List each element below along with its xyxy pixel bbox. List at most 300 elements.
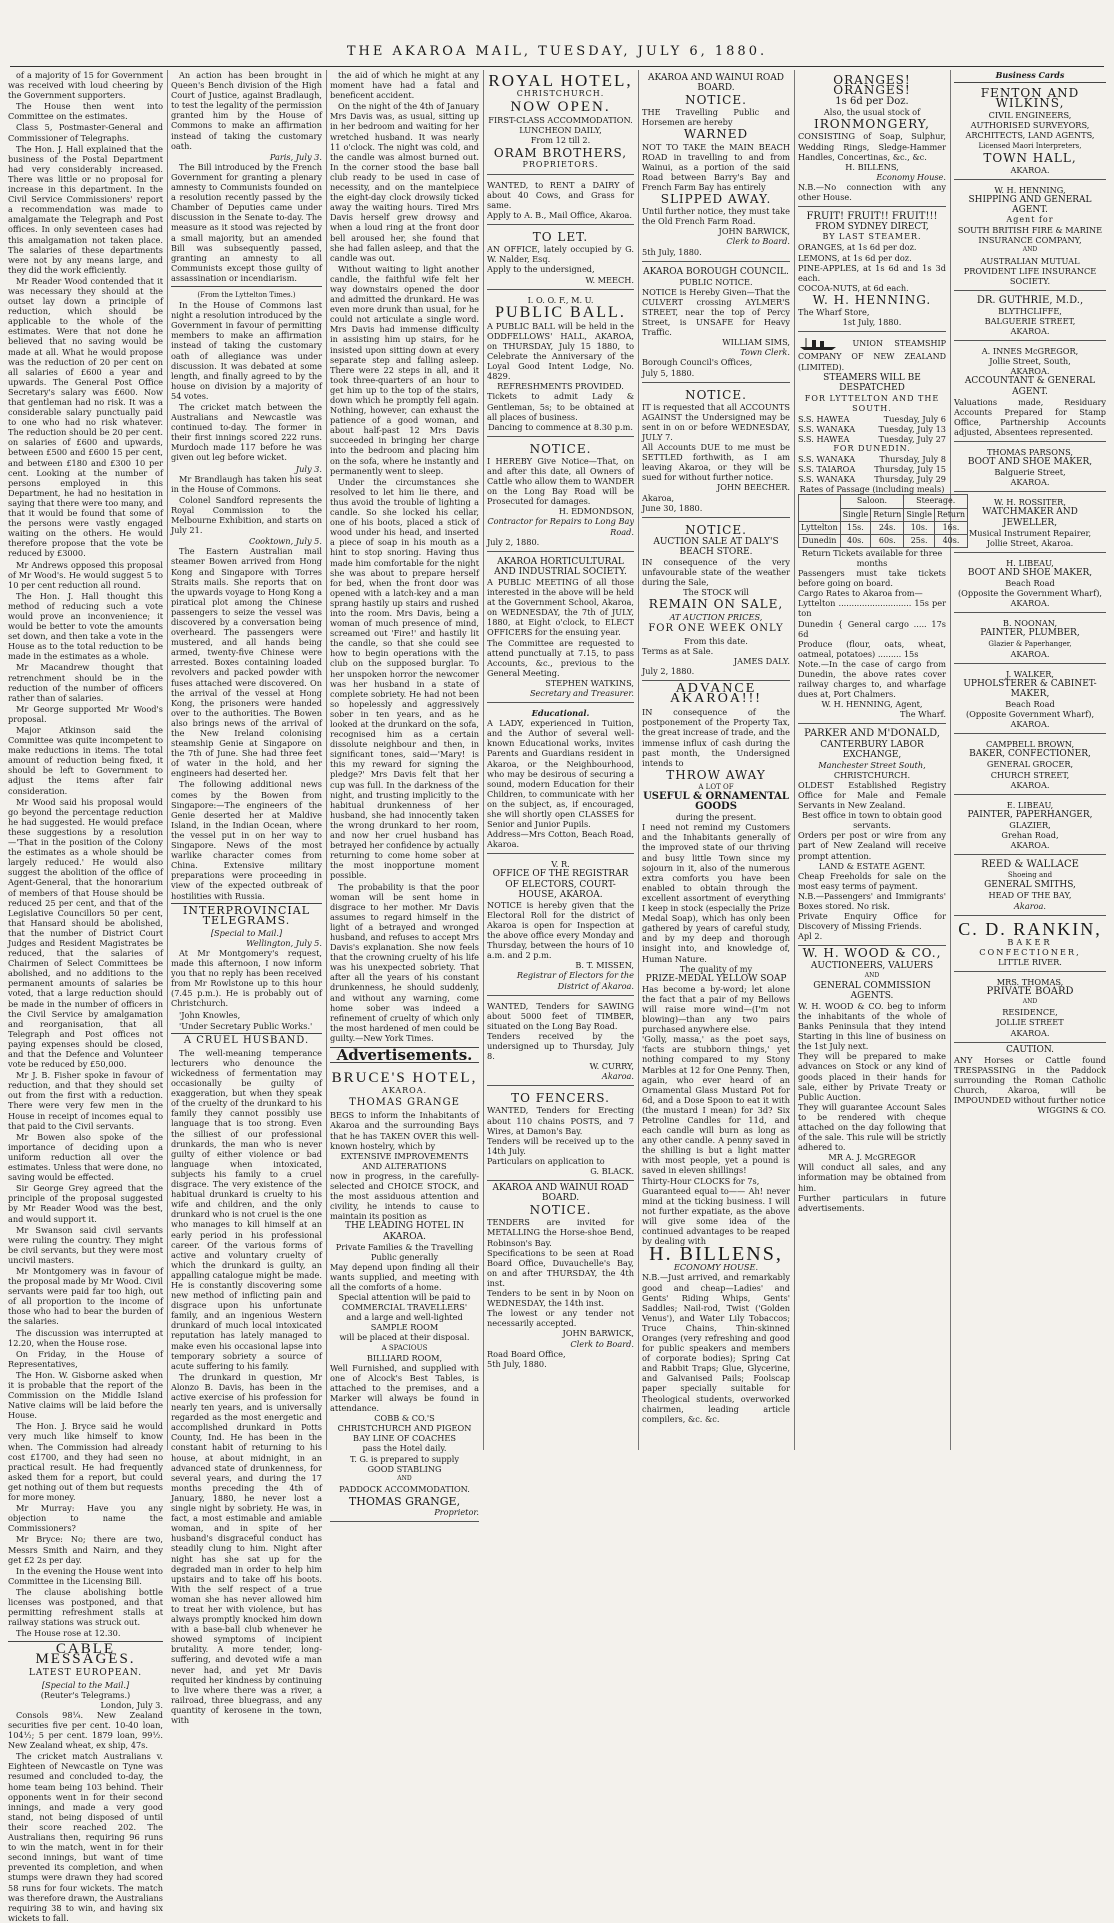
rates-row: [799, 534, 968, 547]
ad-oranges: [798, 70, 946, 207]
sailing-date: Tuesday, July 13: [878, 423, 946, 434]
rates-table: [798, 494, 968, 547]
registrar-sig: B. T. MISSEN,: [575, 960, 634, 971]
royal-title: ROYAL HOTEL,: [488, 71, 633, 90]
card-noonan: [954, 615, 1106, 663]
parker-orders: Orders per post or wire from any part of New Zealand will receive prompt attention.: [798, 830, 946, 861]
paragraph: The Bill introduced by the French Government for granting a plenary amnesty to Communists founded on a resolution recently passed by the Chamber of Deputies came under discussion in the Senate to-day. The measure as it stood was rejected by a small majority, but an amended Bill was subsequently passed, granting an amnesty to all Communists except those guilty of assassination or incendiarism.: [171, 161, 322, 283]
libeau-name: H. LIBEAU,: [1006, 557, 1054, 568]
wood-further: Further particulars in future advertisements.: [798, 1192, 946, 1213]
borough-office: Borough Council's Offices,: [642, 357, 753, 368]
cargo-heading: Cargo Rates to Akaroa from—: [798, 588, 923, 599]
lady-addr: Address—Mrs Cotton, Beach Road, Akaroa.: [487, 829, 634, 850]
rates-single: Single: [904, 508, 935, 521]
henning-and: AND: [1022, 246, 1038, 254]
sailing-ship: S.S. WANAKA: [798, 454, 856, 465]
paragraph: On the night of the 4th of January Mrs Davis was, as usual, sitting up in her bedroom and waiting for her wretched husband. It was nearly 11 o'clock. The night was cold, and the candle was almost burned out. In the corner stood the base ball club ready to be used in case of necessity, and on the mantelpiece the eight-day clock drowsily ticked away the waiting hours. Tired Mrs Davis herself grew drowsy and when a loud ring at the front door bell aroused her, she found that she had fallen asleep, and that the candle was out.: [330, 101, 479, 263]
caution-sig: WIGGINS & CO.: [1037, 1105, 1106, 1116]
column-5: [642, 70, 790, 1450]
card-thomas: [954, 974, 1106, 1043]
parker-land: LAND & ESTATE AGENT.: [818, 860, 926, 871]
cargo-line: Produce (flour, oats, wheat, oatmeal, potatoes) ......... 15s: [798, 638, 946, 659]
advance-present: during the present.: [675, 812, 757, 823]
henning-agent-for: Agent for: [1006, 215, 1054, 225]
paragraph: The Eastern Australian mail steamer Bowen arrived from Hong Kong and Singapore with Torres Straits mails. She reports that on the upwards voyage to Hong Kong a piratical plot among the Chinese passengers to seize the vessel was discovered by a conversation being overheard. The passengers were mustered, and all hands being armed, twenty-five Chinese were arrested. Boxes containing loaded revolvers and packed powder with fuses attached were discovered. On the arrival of the vessel at Hong Kong, the prisoners were handed over to the authorities. The Bowen also brings news of the arrival of the New Ireland colonising steamship Genie at Singapore on the 7th of June. She had three feet of water in the hold, and her engineers had deserted her.: [171, 546, 322, 779]
parker-enquiry: Private Enquiry Office for Discovery of Missing Friends.: [798, 911, 946, 932]
paragraph: Mr Swanson said civil servants were ruling the country. They might be civil servants, but they were most uncivil masters.: [8, 1224, 163, 1265]
ad-public-ball: [487, 292, 634, 437]
rates-single: Single: [840, 508, 871, 521]
paragraph: At Mr Montgomery's request, made this afternoon, I now inform you that no reply has been received from Mr Rowlstone up to this hour (7.45 p.m.). He is probably out of Christchurch.: [171, 947, 322, 1009]
reed-head: HEAD OF THE BAY,: [988, 890, 1072, 901]
c5-sig: JOHN BARWICK,: [718, 226, 790, 237]
bruces-and: AND: [397, 1474, 412, 1482]
ad-union-steamship: [798, 334, 966, 724]
advance-throw: THROW AWAY: [666, 767, 766, 782]
card-fenton: [954, 83, 1106, 180]
ad-wanted-dairy: [487, 177, 634, 225]
paragraph: The Hon. J. Hall explained that the business of the Postal Department had very considerably increased. There was little or no proposal for increase in this department. In the Civil Service Commissioners' report a recommendation was made to amalgamate the Telegraph and Post offices. In only seventeen cases had this amalgamation not taken place. The salaries of these departments were not by any means large, and they did the work efficiently.: [8, 143, 163, 275]
accounts-sig: JOHN BEECHER.: [716, 482, 790, 493]
parker-freeholds: Cheap Freeholds for sale on the most easy terms of payment.: [798, 870, 946, 891]
c5-warned: WARNED: [683, 127, 749, 142]
c5-travel: THE Travelling Public and Horsemen are hereby: [642, 107, 790, 128]
paragraph: Mr Reader Wood contended that it was necessary they should at the outset lay down a principle of reduction, which should be applicable to the whole of the estimates. Were that not done he believed that no saving would be made at all. What he would propose was the reduction of 20 per cent on all salaries of £600 a year and upwards. The General Post Office Secretary's salary was £600. Now that gentleman had no risk. It was a considerable salary punctually paid to one who had no risk whatever. The reduction should be 20 per cent. on salaries of £600 and upwards, between £500 and £600 15 per cent, and between £180 and £300 10 per cent. Looking at the number of persons employed in this Department, he had no hesitation in saying that there were too many, and that it would be found that some of the persons were vastly engaged waiting on the others. He would therefore propose that the vote be reduced by £3000.: [8, 275, 163, 559]
rossiter-musical: Musical Instrument Repairer,: [968, 527, 1092, 538]
ad-notice-cattle: [487, 439, 634, 552]
guthrie-balguerie: BALGUERIE STREET,: [984, 315, 1076, 326]
wainui-role: Clerk to Board.: [570, 1338, 634, 1349]
paragraph: Mr Brandlaugh has taken his seat in the House of Commons.: [171, 473, 322, 494]
ad-labor-exchange: [798, 726, 946, 946]
sailing-date: Thursday, July 15: [874, 464, 946, 475]
union-heading: [798, 337, 946, 373]
column-rule: [950, 70, 951, 1450]
advance-heading: ADVANCE AKAROA!!!: [670, 681, 762, 707]
advance-useful: USEFUL & ORNAMENTAL GOODS: [643, 791, 789, 813]
paragraph: 'Under Secretary Public Works.': [179, 1020, 313, 1031]
e-libeau-name: E. LIBEAU,: [1006, 799, 1054, 810]
advance-billens: H. BILLENS,: [649, 1243, 783, 1266]
guthrie-akaroa: AKAROA.: [1010, 326, 1050, 337]
dateline-july3: July 3.: [295, 463, 322, 474]
paragraph: Mr Bryce: No; there are two, Messrs Smith and Nairn, and they get £2 2s per day.: [8, 1534, 163, 1565]
paragraph: The probability is that the poor woman will be sent home in disgrace to her mother. Mr Davis assumes to regard himself in the light of a betrayed and wronged husband, and refuses to accept Mrs Davis's explanation. She now feels that the crowning cruelty of his life was his unexpected sobriety. That after all the years of his constant drunkenness, he should suddenly, and without any warning, come home sober was indeed a refinement of cruelty of which only the most hardened of men could be guilty.—New York Times.: [330, 881, 479, 1043]
parker-best: Best office in town to obtain good servants.: [802, 810, 942, 831]
henning-shipping: SHIPPING AND GENERAL AGENT.: [968, 194, 1092, 216]
paragraph: The Hon. J. Bryce said he would very much like himself to know when. The Commission had already cost £1700, and they had seen no practical result. He had frequently asked them for a report, but could get nothing out of them but requests for more money.: [8, 1421, 163, 1503]
cruel-husband-continued: [330, 70, 479, 1043]
paragraph: Without waiting to light another candle, the faithful wife felt her way downstairs opened the door and admitted the drunkard. He was even more drunk than usual, for he could not articulate a single word. Mrs Davis had immense difficulty in assisting him up stairs, for he insisted upon sitting down at every separate step and falling asleep. There were 22 steps in all, and it took three-quarters of an hour to get him up to the top of the stairs, down which he promptly fell again. Nothing, however, can exhaust the patience of a good woman, and about half-past 12 Mrs Davis succeeded in bringing her charge into the bedroom and placing him on the sofa, where he instantly and permanently went to sleep.: [330, 263, 479, 476]
parsons-akaroa: AKAROA.: [1010, 477, 1050, 488]
sailing-row: [798, 424, 946, 434]
union-for-lyttelton: FOR LYTTELTON AND THE SOUTH.: [804, 393, 940, 413]
ad-advance-akaroa: [642, 681, 790, 1424]
noonan-painter: PAINTER, PLUMBER,: [980, 628, 1080, 639]
ad-auction: [642, 520, 790, 681]
column-7: [954, 70, 1106, 1450]
bruces-sig-role: Proprietor.: [434, 1507, 479, 1518]
wood-gca: GENERAL COMMISSION AGENTS.: [813, 980, 931, 1001]
cruel-husband-heading: A CRUEL HUSBAND.: [171, 1033, 322, 1046]
c5-slipped2: Until further notice, they must take the Old French Farm Road.: [642, 206, 790, 227]
column-rule: [638, 70, 639, 1450]
rates-cell: 16s.: [934, 521, 967, 534]
card-campbell: [954, 736, 1106, 794]
sawing-sig: W. CURRY,: [589, 1061, 634, 1072]
parker-city: CHRISTCHURCH.: [833, 769, 911, 780]
notice1-body: I HEREBY Give Notice—That, on and after this date, all Owners of Cattle who allow them to WANDER on the Long Bay Road will be Prosecuted for damages.: [487, 455, 634, 507]
cargo-line: Dunedin { General cargo ..... 17s 6d: [798, 618, 946, 639]
bruces-paddock: PADDOCK ACCOMMODATION.: [339, 1483, 470, 1494]
rankin-baker: BAKER: [1007, 936, 1053, 947]
parker-oldest: OLDEST Established Registry Office for Male and Female Servants in New Zealand.: [798, 779, 946, 811]
campbell-baker: BAKER, CONFECTIONER,: [969, 749, 1091, 760]
dairy-body: WANTED, to RENT a DAIRY of about 40 Cows, and Grass for same.: [487, 179, 634, 210]
rates-corner: [799, 495, 841, 521]
wood-body2: They will be prepared to make advances on Stock or any kind of goods placed in their hands for sale, either by Private Treaty or Public Auction.: [798, 1051, 946, 1102]
union-agent-place: The Wharf.: [899, 709, 946, 720]
paragraph: Mr Wood said his proposal would go beyond the percentage reduction he had suggested. He would preface these suggestions by a resolution—'That in the position of the Colony the estimates as a whole should be largely reduced.' He would also suggest the abolition of the office of Agent-General, that the honorarium of members of that House should be reduced 25 per cent, and that of the Legislative Councillors 50 per cent, that Hansard should be abolished, that the number of District Court Judges and Resident Magistrates be reduced, that the salaries of Chairmen of Select Committees be abolished, and no additions to the permanent amounts of salaries be voted, that a large reduction should be made in the number of officers in the Civil Service by amalgamation and reorganisation, that all Telegraph and Post offices not paying expenses should be closed, and that the Defence and Volunteer vote be reduced by £50,000.: [8, 796, 163, 1070]
royal-lunch: LUNCHEON DAILY,: [519, 125, 602, 136]
thomas-private: PRIVATE BOARD: [986, 986, 1074, 998]
wood-body3: They will guarantee Account Sales to be rendered with cheque attached on the day following that of the sale. This rule will be strictly adhered to.: [798, 1101, 946, 1153]
auction-heading: AUCTION SALE AT DALY'S BEACH STORE.: [653, 536, 779, 557]
rates-cell: 15s.: [840, 521, 871, 534]
hort-body2: The Committee are requested to attend punctually at 7.15, to pass Accounts, &c., previous to the General Meeting.: [487, 637, 634, 678]
rates-cell: Lyttelton: [799, 521, 841, 534]
wood-body: W. H. WOOD & CO. beg to inform the inhabitants of the whole of Banks Peninsula that they intend Starting in this line of business on the 1st July next.: [798, 1000, 946, 1052]
caution-heading: CAUTION.: [1005, 1044, 1055, 1055]
rankin-name: C. D. RANKIN,: [958, 918, 1102, 939]
sailing-ship: S.S. TAIAROA: [798, 464, 856, 475]
column-6: [798, 70, 966, 1450]
auction-week: FOR ONE WEEK ONLY: [648, 622, 784, 634]
paragraph: The House rose at 12.30.: [16, 1628, 121, 1639]
auction-prices: AT AUCTION PRICES,: [669, 611, 763, 622]
ad-horticultural: [487, 554, 634, 703]
reed-akaroa: Akaroa.: [1013, 900, 1047, 911]
rates-body: [799, 521, 968, 547]
ad-bruces-hotel: [330, 1067, 479, 1522]
paragraph: Mr Bowen also spoke of the importance of deciding upon a uniform reduction all over the estimates. Unless that were done, no saving would be effected.: [8, 1131, 163, 1183]
ball-refresh: REFRESHMENTS PROVIDED.: [497, 381, 624, 392]
royal-oram: ORAM BROTHERS,: [493, 145, 628, 160]
card-guthrie: [954, 293, 1106, 341]
oranges-heading: ORANGES! ORANGES!: [833, 73, 911, 98]
hort-body: A PUBLIC MEETING of all those interested in the above will be held at the Government School, Akaroa, on WEDNESDAY, the 7th of JULY, 1880, at Eight o'clock, to ELECT OFFICERS for the ensuing year.: [487, 576, 634, 638]
thomas-and: AND: [1022, 998, 1038, 1006]
cargo-note: Note.—In the case of cargo from Dunedin, the above rates cover railway charges to, and wharfage dues at, Port Chalmers.: [798, 658, 946, 700]
rates-cell: 40s.: [934, 534, 967, 547]
accounts-date: June 30, 1880.: [642, 502, 703, 513]
bruces-cobb: COBB & CO.'S: [374, 1413, 435, 1424]
libeau-akaroa: AKAROA.: [1010, 598, 1050, 609]
paragraph: the aid of which he might at any moment have had a fatal and beneficent accident.: [330, 70, 479, 101]
sailing-ship: S.S. HAWEA: [798, 433, 850, 444]
advance-lot: A LOT OF: [698, 782, 734, 791]
card-innes: [954, 343, 1106, 442]
rates-heading: Rates of Passage (including meals): [799, 484, 945, 495]
paragraph: Mr Andrews opposed this proposal of Mr Wood's. He would suggest 5 to 10 per cent reduction all round.: [8, 559, 163, 590]
campbell-name: CAMPBELL BROWN,: [985, 739, 1075, 750]
henning-amp: AUSTRALIAN MUTUAL PROVIDENT LIFE INSURANCE SOCIETY.: [963, 255, 1097, 286]
rates-cell: Dunedin: [799, 534, 841, 547]
fruit-3: PINE-APPLES, at 1s 6d and 1s 3d each.: [798, 262, 946, 283]
borough-date: July 5, 1880.: [642, 367, 695, 378]
ball-body: A PUBLIC BALL will be held in the ODDFELLOWS' HALL, AKAROA, on THURSDAY, July 15 1880, to Celebrate the Anniversary of the Loyal Good Intent Lodge, No. 4829.: [487, 320, 634, 382]
ad-borough: [642, 264, 790, 383]
paragraph: Sir George Grey agreed that the principle of the proposal suggested by Mr Reader Wood was the best, and would support it.: [8, 1183, 163, 1224]
advance-quality: The quality of my: [679, 963, 753, 974]
bruces-pass: pass the Hotel daily.: [362, 1443, 447, 1454]
walker-akaroa: AKAROA.: [1010, 719, 1050, 730]
sawing-body2: Tenders received by the undersigned up to Thursday, July 8.: [487, 1030, 634, 1062]
paragraph: The drunkard in question, Mr Alonzo B. Davis, has been in the active exercise of his profession for nearly ten years, and is universally regarded as the most energetic and accomplished drunkard in Potts County, Ind. He has been in the constant habit of returning to his house, at about midnight, in an advanced state of drunkenness, for several years, and during the 17 months preceding the 4th of January, 1880, he never lost a single night by sobriety. He was, in fact, a most estimable and amiable woman, and in spite of her husband's disgraceful conduct has steadily clung to him. Night after night has she sat up for the degraded man in order to help him upstairs and to take off his boots. With the self respect of a true woman she has never allowed him to treat her with violence, but has always promptly knocked him down with a base-ball club whenever he showed symptoms of incipient brutality. A more tender, long-suffering, and devoted wife a man never had, and yet Mr Davis requited her kindness by continuing to live where there was a river, a railroad, three bluegrass, and any quantity of kerosene in the town, with: [171, 1371, 322, 1725]
column-rule: [483, 70, 484, 1450]
noonan-name: B. NOONAN,: [1002, 618, 1058, 629]
sawing-body: WANTED, Tenders for SAWING about 5000 feet of TIMBER, situated on the Long Bay Road.: [487, 1000, 634, 1031]
rates-cell: 40s.: [840, 534, 871, 547]
c5-slipped: SLIPPED AWAY.: [660, 192, 772, 207]
rates-row: [799, 521, 968, 534]
ad-registrar: [487, 856, 634, 995]
innes-name: A. INNES McGREGOR,: [981, 346, 1079, 357]
thomas-akaroa: AKAROA.: [1010, 1027, 1050, 1038]
bruces-owner: THOMAS GRANGE: [349, 1097, 460, 1109]
passengers: Passengers must take tickets before going on board.: [798, 568, 946, 589]
iron-sig: H. BILLENS,: [845, 161, 899, 172]
news-bradlaugh-seat: [171, 474, 322, 536]
auction-terms: Terms as at Sale.: [642, 645, 714, 656]
fenton-licensed: Licensed Maori Interpreters,: [978, 141, 1082, 150]
paragraph: of a majority of 15 for Government was received with loud cheering by the Government supporters.: [8, 70, 163, 101]
fencers-heading: TO FENCERS.: [511, 1091, 610, 1106]
auction-from: From this date.: [684, 635, 748, 646]
bruces-body2: now in progress, in the carefully-selected and CHOICE STOCK, and the most assiduous attention and civility, he intends to cause to maintain its position as: [330, 1170, 479, 1222]
fenton-architects: ARCHITECTS, LAND AGENTS,: [965, 130, 1095, 141]
paragraph: In the House of Commons last night a resolution introduced by the Government in favour of permitting members to make an affirmation instead of taking the customary oath of allegiance was under discussion. It was debated at some length, and finally agreed to by the house on division by a majority of 54 votes.: [171, 300, 322, 401]
sailing-date: Thursday, July 8: [879, 454, 946, 465]
paragraph: Mr George supported Mr Wood's proposal.: [8, 703, 163, 724]
paragraph: 'John Knowles,: [179, 1009, 241, 1020]
wood-mcgregor: MR A. J. McGREGOR: [828, 1152, 916, 1163]
sailing-date: Tuesday, July 6: [883, 413, 946, 424]
card-parsons: [954, 444, 1106, 492]
lady-body: A LADY, experienced in Tuition, and the Author of several well-known Educational works, invites Parents and Guardians resident in Akaroa, or the Neighbourhood, who may be desirous of securing a sound, modern Education for their Children, to communicate with her on the subject, as, if encouraged, she will shortly open CLASSES for Senior and Junior Pupils.: [487, 718, 634, 830]
hort-sig: STEPHEN WATKINS,: [545, 677, 634, 688]
fruit-sydney: FROM SYDNEY DIRECT,: [815, 222, 929, 233]
sailing-row: [798, 434, 946, 444]
rates-steerage: Steerage.: [904, 495, 968, 508]
sailing-row: [798, 474, 946, 484]
paragraph: Under the circumstances she resolved to let him lie there, and thus avoid the trouble of lighting a candle. So she locked his cellar, one of his boots, placed a stick of wood under his head, and inserted a piece of soap in his mouth as a hint to stop snoring. Having thus made him comfortable for the night she was about to prepare herself for bed, when the front door was opened with a latch-key and a man sprang hastily up stairs and rushed into the room. Mrs Davis, being a woman of much presence of mind, screamed out 'Fire!' and hastily lit the candle, so that she could see how to begin operations with the club on the supposed burglar. To her unspoken horror the newcomer was her husband in a state of complete sobriety. He had not been so hopelessly and aggressively sober in ten years, and as he looked at the drunkard on the sofa, recognised him as a certain dissolute neighbour and then, in significant tones, said—'Mary! is this my reward for signing the pledge?' Mrs Davis felt that her cup was full. In the darkness of the night, and trusting implicitly to the habitual drunkenness of her husband, she had innocently taken the wrong drunkard to her room, and now her cruel husband has betrayed her confidence by actually returning to come home sober at the most inopportune moment possible.: [330, 476, 480, 881]
caution-body: ANY Horses or Cattle found TRESPASSING in the Paddock surrounding the Roman Catholic Church, Akaroa, will be IMPOUNDED without further notice: [954, 1054, 1106, 1106]
royal-prop: PROPRIETORS.: [522, 159, 599, 169]
paragraph: An action has been brought in Queen's Bench division of the High Court of Justice, against Bradlaugh, to test the legality of the permission granted him by the House of Commons to make an affirmation instead of taking the customary oath.: [171, 70, 322, 151]
fruit-steamer: BY LAST STEAMER.: [822, 232, 922, 242]
card-e-libeau: [954, 797, 1106, 855]
paragraph: Mr Macandrew thought that retrenchment should be in the reduction of the number of officers rather than of salaries.: [8, 662, 163, 703]
hort-heading: AKAROA HORTICULTURAL AND INDUSTRIAL SOCIETY.: [494, 556, 627, 577]
thomas-residence: RESIDENCE,: [1002, 1007, 1058, 1018]
advance-body2: I need not remind my Customers and the Inhabitants generally of the improved state of our thriving and busy little Town since my sojourn in it, also of the numerous extra comforts you have been enabled to obtain through the excellent assortment of everything I keep in stock (especially the Prize Medal Soap), which has only been gathered by years of careful study, and by my deep and thorough insight into, and knowledge of, Human Nature.: [642, 822, 790, 964]
paragraph: The clause abolishing bottle licenses was postponed, and that permitting refreshment stalls at railway stations was struck out.: [8, 1586, 163, 1628]
ad-to-let: [487, 227, 634, 289]
rates-cell: 25s.: [904, 534, 935, 547]
cargo-line: Lyttelton ............................ 15s per ton: [798, 598, 946, 619]
c5-wainui-heading: AKAROA AND WAINUI ROAD BOARD.: [648, 73, 784, 94]
royal-open: NOW OPEN.: [510, 99, 611, 116]
advance-soap: PRIZE-MEDAL YELLOW SOAP: [645, 973, 787, 984]
rates-cell: 10s.: [904, 521, 935, 534]
campbell-akaroa: AKAROA.: [1010, 779, 1050, 790]
educational-heading: Educational.: [531, 708, 590, 719]
wainui-body3: Tenders to be sent in by Noon on WEDNESDAY, the 14th inst.: [487, 1288, 634, 1309]
sailing-ship: S.S. HAWEA: [798, 413, 850, 424]
reed-name: REED & WALLACE: [981, 859, 1079, 871]
sailing-row: [798, 454, 946, 464]
sailings-south: [798, 414, 946, 444]
parker-apl: Apl 2.: [798, 931, 823, 942]
wainui-body: TENDERS are invited for METALLING the Horse-shoe Bend, Robinson's Bay.: [487, 1217, 634, 1248]
column-4: [487, 70, 634, 1450]
ball-heading: PUBLIC BALL.: [495, 303, 626, 321]
wainui-heading: AKAROA AND WAINUI ROAD BOARD.: [492, 1183, 629, 1204]
wainui-notice: NOTICE.: [529, 1203, 592, 1218]
e-libeau-grehan: Grehan Road,: [1001, 830, 1059, 840]
rossiter-street: Jollie Street, Akaroa.: [986, 537, 1074, 548]
latest-european: LATEST EUROPEAN.: [28, 1667, 143, 1678]
c5-role: Clerk to Board.: [726, 236, 790, 247]
ad-accounts: [642, 385, 790, 518]
bruces-billiard: BILLIARD ROOM,: [366, 1352, 443, 1363]
thomas-name: MRS. THOMAS,: [996, 977, 1064, 988]
parsons-boot: BOOT AND SHOE MAKER,: [967, 457, 1093, 468]
union-despatched: STEAMERS WILL BE DESPATCHED: [823, 373, 921, 394]
news-bowen: [171, 546, 322, 900]
iron-role: Economy House.: [876, 171, 946, 182]
bruces-sig: THOMAS GRANGE,: [348, 1494, 461, 1508]
fruit-heading: FRUIT! FRUIT!! FRUIT!!!: [806, 211, 938, 223]
column-2: [171, 70, 322, 1725]
fruit-1: ORANGES, at 1s 6d per doz.: [798, 242, 917, 253]
c5-warned-body: NOT TO TAKE the MAIN BEACH ROAD in travelling to and from Wainui, as a portion of the said Road between Barry's Bay and French Farm Bay has entirely: [642, 141, 790, 192]
paragraph: On Friday, in the House of Representatives,: [8, 1348, 163, 1369]
rossiter-name: W. H. ROSSITER,: [994, 497, 1066, 508]
paragraph: Consols 98¼. New Zealand securities five per cent. 10-40 loan, 104½; 5 per cent. 1879 loan, 99½. New Zealand wheat, ex ship, 47s.: [8, 1709, 163, 1751]
sailing-date: Thursday, July 29: [874, 474, 946, 485]
ad-fruit: [798, 209, 946, 332]
fruit-date: 1st July, 1880.: [842, 317, 902, 328]
fencers-body: WANTED, Tenders for Erecting about 110 chains POSTS, and 7 Wires, at Damon's Bay.: [487, 1105, 634, 1136]
paragraph: Mr Murray: Have you any objection to name the Commissioners?: [8, 1503, 163, 1534]
guthrie-heading: DR. GUTHRIE, M.D.,: [976, 294, 1084, 306]
parliament-report: [8, 70, 163, 1638]
borough-sig: WILLIAM SIMS,: [722, 337, 790, 348]
walker-name: J. WALKER,: [1005, 668, 1055, 679]
sailing-ship: S.S. WANAKA: [798, 423, 856, 434]
steamship-icon: [798, 337, 838, 351]
iron-nb: N.B.—No connection with any other House.: [798, 181, 946, 203]
innes-akaroa: AKAROA.: [1010, 366, 1050, 377]
wainui-office: Road Board Office,: [487, 1348, 566, 1359]
advance-body4: 'Golly, massa,' as the poet says, 'facts are stubborn things,' yet nothing compared to my Stony Marbles at 12 for One Penny. Then, again, who ever heard of an Ornamental Glass Mustard Pot for 6d, and a Dose Spoon to eat it with (the mustard I mean) for 3d? Six Petroline Candles for 11d, and each candle will burn as long as any other candle. A penny saved in the shilling is but a light matter with most people, yet a pound is saved in eleven shillings!: [642, 1034, 790, 1176]
wood-mcgregor-body: Will conduct all sales, and any information may be obtained from him.: [798, 1162, 946, 1193]
advance-clocks: Thirty-Hour CLOCKS for 7s,: [642, 1175, 760, 1186]
accounts-heading: NOTICE.: [685, 387, 747, 402]
advance-economy: ECONOMY HOUSE.: [673, 1262, 759, 1273]
parker-heading: PARKER AND M'DONALD,: [804, 728, 940, 740]
vr: V. R.: [551, 859, 570, 870]
iron-body: CONSISTING of Soap, Sulphur, Wedding Rings, Sledge-Hammer Handles, Concertinas, &c., &c.: [798, 131, 946, 162]
rankin-place: LITTLE RIVER.: [998, 956, 1062, 967]
e-libeau-glazier: GLAZIER,: [1009, 819, 1051, 830]
bruces-title: BRUCE'S HOTEL,: [331, 1070, 478, 1087]
wainui-body4: The lowest or any tender not necessarily accepted.: [487, 1308, 634, 1329]
column-rule: [794, 70, 795, 1450]
campbell-grocer: GENERAL GROCER,: [986, 759, 1074, 770]
card-libeau: [954, 555, 1106, 613]
libeau-boot: BOOT AND SHOE MAKER,: [967, 567, 1093, 578]
paragraph: Mr Montgomery was in favour of the proposal made by Mr Wood. Civil servants were paid far too high, out of all proportion to the income of those who had to bear the burden of the salaries.: [8, 1265, 163, 1327]
special-mail-2: [Special to Mail.]: [210, 927, 283, 938]
news-bradlaugh: [171, 70, 322, 151]
paragraph: In the evening the House went into Committee in the Licensing Bill.: [8, 1565, 163, 1586]
borough-body: NOTICE is Hereby Given—That the CULVERT crossing AYLMER'S STREET, near the top of Percy Street, is UNSAFE for Heavy Traffic.: [642, 286, 790, 338]
cargo-lines: [798, 598, 946, 659]
rankin-conf: CONFECTIONER,: [979, 946, 1081, 957]
accounts-body2: All Accounts DUE to me must be SETTLED forthwith, as I am leaving Akaroa, or they will be sued for without further notice.: [642, 442, 790, 483]
innes-accountant: ACCOUNTANT & GENERAL AGENT.: [964, 376, 1096, 397]
return-tickets: Return Tickets available for three months: [801, 547, 943, 568]
paragraph: The House then went into Committee on the estimates.: [8, 101, 163, 122]
auction-sig: JAMES DALY.: [733, 655, 790, 666]
auction-notice: NOTICE.: [685, 522, 747, 537]
sailing-date: Tuesday, July 27: [878, 433, 946, 444]
hort-role: Secretary and Treasurer.: [529, 687, 634, 698]
news-commons: [171, 300, 322, 463]
fencers-sig: G. BLACK.: [590, 1166, 634, 1176]
e-libeau-akaroa: AKAROA.: [1010, 840, 1050, 851]
walker-opp: (Opposite Government Wharf),: [965, 709, 1095, 720]
union-for-dunedin: FOR DUNEDIN.: [833, 444, 911, 453]
dairy-apply: Apply to A. B., Mail Office, Akaroa.: [487, 210, 632, 221]
paragraph: Major Atkinson said the Committee was quite incompetent to make reductions in items. The total amount of reduction being fixed, it should be left to Government to adjust the items after fair consideration.: [8, 725, 163, 796]
bruces-body: BEGS to inform the Inhabitants of Akaroa and the surrounding Bays that he has TAKEN OVER this well-known hostelry, which by: [330, 1110, 479, 1151]
paragraph: The well-meaning temperance lecturers who denounce the wickedness of fermentation may occasionally be guilty of exaggeration, but when they speak of the cruelty of the drunkard to his family they cannot possibly use language that is too strong. Even the silliest of our professional drunkards, the man who is never guilty of either violence or bad language when intoxicated, subjects his family to a cruel disgrace. The very existence of the habitual drunkard is cruelty to his wife and children, and the only drunkard who is not cruel is the one who manages to kill himself at an early period in his professional career. Of the various forms of active and voluntary cruelty of which the drunkard is guilty, an appalling catalogue might be made. He is constantly discovering some new method of inflicting pain and disgrace upon his unfortunate family, and an ingenious Western drunkard of much local intoxicated reputation has lately managed to make even his occasional lapse into temporary sobriety a source of acute suffering to his family.: [171, 1047, 322, 1371]
bruces-spacious: A SPACIOUS: [381, 1343, 428, 1352]
bruces-sample-after: will be placed at their disposal.: [339, 1332, 470, 1343]
accounts-body: IT is requested that all ACCOUNTS AGAINST the Undersigned may be sent in on or before WEDNESDAY, JULY 7.: [642, 401, 790, 442]
wood-heading: W. H. WOOD & CO.,: [802, 946, 942, 961]
fenton-heading: FENTON AND WILKINS,: [980, 86, 1080, 111]
dateline-paris: Paris, July 3.: [269, 151, 322, 162]
rates-saloon: Saloon.: [840, 495, 904, 508]
ad-educational: [487, 705, 634, 854]
special-mail: [Special to the Mail.]: [41, 1679, 130, 1690]
business-cards-heading: Business Cards: [954, 70, 1106, 83]
sawing-place: Akaroa.: [601, 1071, 634, 1082]
ad-wood-co: [798, 948, 946, 1212]
wainui-date: 5th July, 1880.: [487, 1358, 547, 1369]
notice1-heading: NOTICE.: [529, 441, 592, 456]
c5-notice: NOTICE.: [685, 93, 747, 108]
guthrie-blythcliffe: BLYTHCLIFFE,: [998, 305, 1062, 316]
libeau-opp: (Opposite the Government Wharf),: [957, 588, 1103, 599]
royal-city: CHRISTCHURCH.: [516, 89, 605, 99]
column-rule: [326, 70, 327, 1450]
